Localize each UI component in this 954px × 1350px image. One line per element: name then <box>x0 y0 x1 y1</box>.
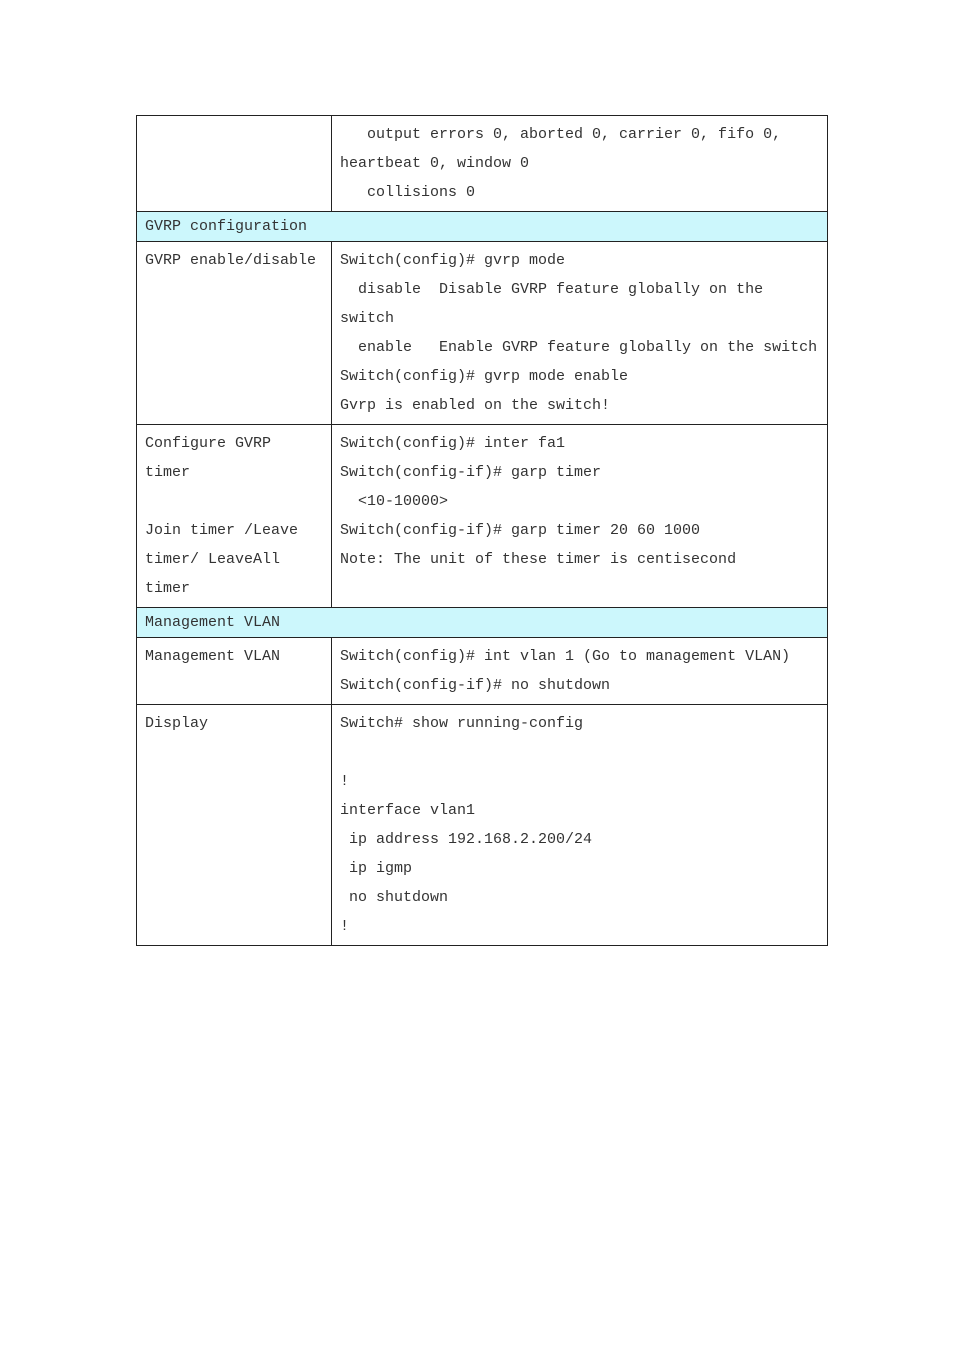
section-header-cell <box>137 212 828 242</box>
table-row <box>137 638 828 705</box>
config-table-body <box>137 116 828 946</box>
command-line <box>340 738 823 767</box>
table-row <box>137 425 828 608</box>
label-line: Management VLAN <box>145 648 281 665</box>
label-cell <box>137 242 332 425</box>
command-line: Switch(config)# gvrp mode <box>340 252 566 269</box>
command-line: Switch(config)# int vlan 1 (Go to management VLAN) <box>340 648 791 665</box>
command-line: ip address 192.168.2.200/24 <box>340 831 593 848</box>
section-header-row <box>137 212 828 242</box>
label-line: Configure GVRP <box>145 435 272 452</box>
command-line: collisions 0 <box>340 184 476 201</box>
label-line: timer/ LeaveAll <box>145 551 281 568</box>
command-line: Note: The unit of these timer is centisecond <box>340 551 737 568</box>
label-cell <box>137 425 332 608</box>
command-line: Gvrp is enabled on the switch! <box>340 397 611 414</box>
command-cell <box>332 242 828 425</box>
command-line: <10-10000> <box>340 493 449 510</box>
label-cell <box>137 116 332 212</box>
table-row <box>137 705 828 946</box>
table-row <box>137 242 828 425</box>
command-line: ! <box>340 918 350 935</box>
command-cell <box>332 638 828 705</box>
label-line: Display <box>145 715 209 732</box>
config-table <box>136 115 828 946</box>
command-line: enable Enable GVRP feature globally on the switch <box>340 339 818 356</box>
command-line: no shutdown <box>340 889 449 906</box>
label-line: GVRP enable/disable <box>145 252 317 269</box>
command-line: switch <box>340 310 395 327</box>
command-line: Switch(config-if)# no shutdown <box>340 677 611 694</box>
label-cell <box>137 638 332 705</box>
label-cell <box>137 705 332 946</box>
command-line: Switch(config-if)# garp timer 20 60 1000 <box>340 522 701 539</box>
command-line: interface vlan1 <box>340 802 476 819</box>
command-line: heartbeat 0, window 0 <box>340 155 530 172</box>
command-cell <box>332 425 828 608</box>
command-cell <box>332 116 828 212</box>
label-line <box>145 487 331 516</box>
section-title: GVRP configuration <box>145 218 308 235</box>
label-line: timer <box>145 580 191 597</box>
label-line: timer <box>145 464 191 481</box>
command-line: Switch(config-if)# garp timer <box>340 464 602 481</box>
section-header-row <box>137 608 828 638</box>
table-row <box>137 116 828 212</box>
label-line: Join timer /Leave <box>145 522 299 539</box>
command-line: Switch(config)# gvrp mode enable <box>340 368 629 385</box>
command-line: ip igmp <box>340 860 413 877</box>
command-line: Switch# show running-config <box>340 715 584 732</box>
command-cell <box>332 705 828 946</box>
section-header-cell <box>137 608 828 638</box>
command-line: Switch(config)# inter fa1 <box>340 435 566 452</box>
command-line: ! <box>340 773 350 790</box>
command-line: output errors 0, aborted 0, carrier 0, fifo 0, <box>340 126 782 143</box>
section-title: Management VLAN <box>145 614 281 631</box>
command-line: disable Disable GVRP feature globally on the <box>340 281 764 298</box>
